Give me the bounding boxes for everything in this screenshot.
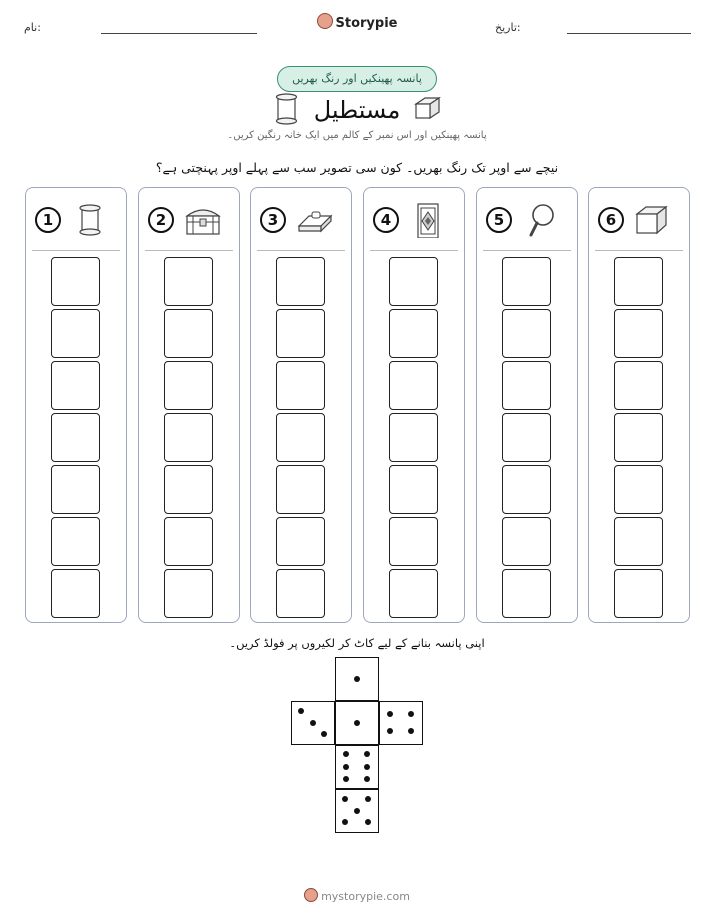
color-box[interactable]: [164, 569, 213, 618]
color-box[interactable]: [502, 465, 551, 514]
column-number: 5: [486, 207, 512, 233]
dice-pip: [321, 731, 327, 737]
magnifying-glass-icon: [521, 202, 561, 238]
color-box[interactable]: [502, 517, 551, 566]
dice-face: [335, 657, 379, 701]
dice-pip: [343, 751, 349, 757]
storypie-logo-icon: [317, 13, 333, 29]
color-box[interactable]: [51, 569, 100, 618]
column-4: [363, 187, 465, 623]
color-box[interactable]: [502, 569, 551, 618]
column-divider: [370, 250, 458, 251]
color-box[interactable]: [276, 413, 325, 462]
date-line[interactable]: [567, 33, 691, 34]
brand-text: Storypie: [335, 16, 398, 31]
name-label: نام:: [24, 21, 41, 34]
column-1: [25, 187, 127, 623]
dice-pip: [298, 708, 304, 714]
color-box[interactable]: [276, 309, 325, 358]
column-5: [476, 187, 578, 623]
fold-instruction: اپنی پانسہ بنانے کے لیے کاٹ کر لکیروں پر فولڈ کریں۔: [229, 636, 485, 650]
color-box[interactable]: [51, 257, 100, 306]
color-box[interactable]: [276, 517, 325, 566]
dice-pip: [408, 711, 414, 717]
dice-face: [335, 745, 379, 789]
dice-face: [291, 701, 335, 745]
color-box[interactable]: [389, 361, 438, 410]
name-line[interactable]: [101, 33, 257, 34]
dice-pip: [354, 720, 360, 726]
color-box[interactable]: [614, 465, 663, 514]
color-box[interactable]: [389, 569, 438, 618]
dice-pip: [387, 711, 393, 717]
dice-face: [379, 701, 423, 745]
date-label: تاریخ:: [495, 21, 521, 34]
cube-icon: [412, 95, 442, 121]
column-divider: [257, 250, 345, 251]
dice-pip: [354, 808, 360, 814]
color-box[interactable]: [389, 465, 438, 514]
column-3: [250, 187, 352, 623]
color-box[interactable]: [276, 257, 325, 306]
color-box[interactable]: [502, 257, 551, 306]
dice-pip: [387, 728, 393, 734]
color-box[interactable]: [51, 309, 100, 358]
dice-pip: [365, 819, 371, 825]
instruction-text: نیچے سے اوپر تک رنگ بھریں۔ کون سی تصویر سب سے پہلے اوپر پہنچتی ہے؟: [155, 160, 559, 175]
color-box[interactable]: [389, 257, 438, 306]
subtitle: پانسہ پھینکیں اور اس نمبر کے کالم میں ایک خانہ رنگین کریں۔: [227, 130, 487, 141]
dice-face: [335, 701, 379, 745]
dice-face: [335, 789, 379, 833]
color-box[interactable]: [164, 465, 213, 514]
color-box[interactable]: [164, 413, 213, 462]
dice-pip: [354, 676, 360, 682]
dice-pip: [364, 776, 370, 782]
color-box[interactable]: [164, 361, 213, 410]
color-box[interactable]: [614, 517, 663, 566]
column-number: 1: [35, 207, 61, 233]
column-number: 6: [598, 207, 624, 233]
dice-pip: [343, 776, 349, 782]
color-box[interactable]: [276, 361, 325, 410]
rug-icon: [408, 202, 448, 238]
storypie-footer-logo-icon: [304, 888, 318, 902]
color-box[interactable]: [502, 413, 551, 462]
column-number: 4: [373, 207, 399, 233]
color-box[interactable]: [276, 465, 325, 514]
color-box[interactable]: [51, 361, 100, 410]
color-box[interactable]: [389, 413, 438, 462]
color-box[interactable]: [502, 309, 551, 358]
activity-badge: پانسہ پھینکیں اور رنگ بھریں: [277, 66, 437, 92]
color-box[interactable]: [164, 517, 213, 566]
color-box[interactable]: [164, 309, 213, 358]
color-box[interactable]: [51, 413, 100, 462]
column-2: [138, 187, 240, 623]
color-box[interactable]: [614, 361, 663, 410]
column-divider: [145, 250, 233, 251]
scroll-icon: [70, 202, 110, 238]
column-divider: [32, 250, 120, 251]
dice-pip: [342, 796, 348, 802]
treasure-chest-icon: [183, 202, 223, 238]
footer: [0, 888, 714, 903]
footer-url[interactable]: mystorypie.com: [321, 890, 410, 903]
dice-pip: [342, 819, 348, 825]
brand-logo: [0, 13, 714, 31]
color-box[interactable]: [164, 257, 213, 306]
color-box[interactable]: [614, 257, 663, 306]
color-box[interactable]: [389, 309, 438, 358]
dice-pip: [364, 751, 370, 757]
column-number: 2: [148, 207, 174, 233]
column-number: 3: [260, 207, 286, 233]
dice-pip: [365, 796, 371, 802]
column-divider: [595, 250, 683, 251]
color-box[interactable]: [614, 413, 663, 462]
dice-pip: [364, 764, 370, 770]
color-box[interactable]: [51, 517, 100, 566]
dice-pip: [343, 764, 349, 770]
column-6: [588, 187, 690, 623]
page-title: مستطیل: [313, 96, 401, 124]
column-divider: [483, 250, 571, 251]
color-box[interactable]: [614, 569, 663, 618]
soap-dish-icon: [295, 202, 335, 238]
dice-pip: [310, 720, 316, 726]
color-box[interactable]: [389, 517, 438, 566]
color-box[interactable]: [276, 569, 325, 618]
color-box[interactable]: [502, 361, 551, 410]
color-box[interactable]: [51, 465, 100, 514]
dice-pip: [408, 728, 414, 734]
color-box[interactable]: [614, 309, 663, 358]
cube-icon: [633, 202, 673, 238]
